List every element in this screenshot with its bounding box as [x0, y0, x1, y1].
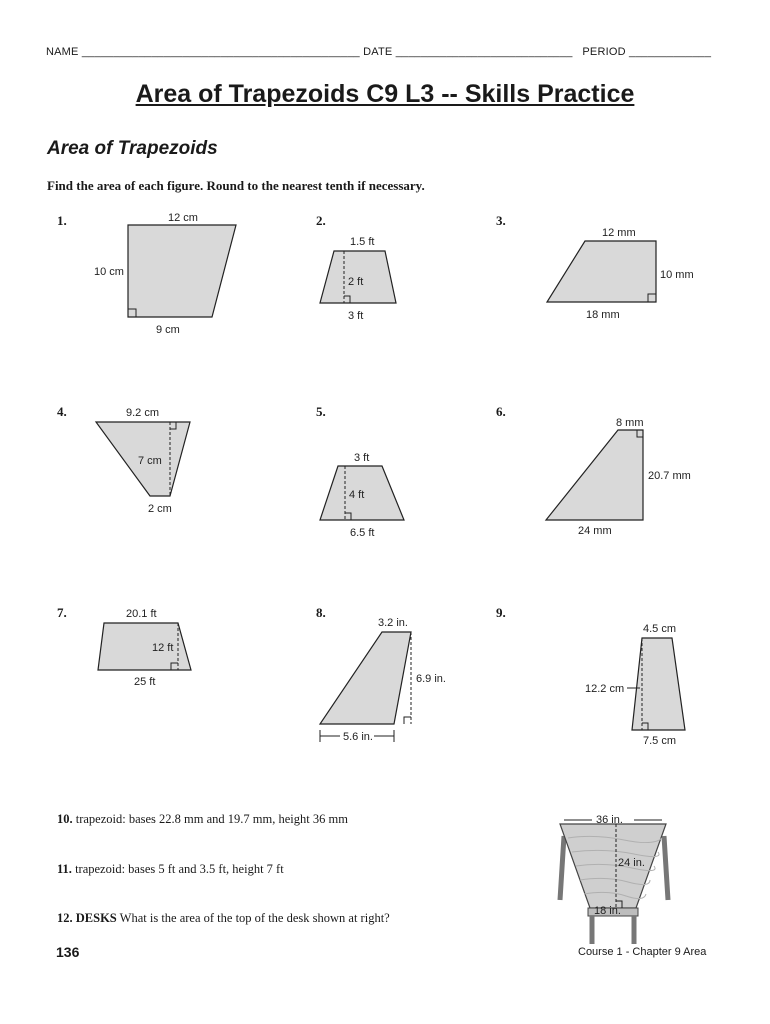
fig2-label-height: 2 ft: [348, 276, 364, 288]
word-problem-11-text: trapezoid: bases 5 ft and 3.5 ft, height 7 ft: [75, 862, 284, 876]
desk-label-height: 24 in.: [618, 857, 645, 869]
fig3-label-side: 10 mm: [660, 269, 694, 281]
word-problem-12-text: What is the area of the top of the desk shown at right?: [119, 911, 390, 925]
section-title: Area of Trapezoids: [47, 138, 218, 159]
fig5-label-top: 3 ft: [354, 452, 370, 464]
student-info-line: [46, 46, 726, 58]
word-problem-10-text: trapezoid: bases 22.8 mm and 19.7 mm, height 36 mm: [75, 812, 348, 826]
desk-illustration: [554, 808, 684, 948]
fig2-label-bottom: 3 ft: [348, 310, 364, 322]
date-label: DATE: [363, 46, 393, 58]
fig8-label-top: 3.2 in.: [378, 617, 408, 629]
fig8-label-height: 6.9 in.: [416, 673, 446, 685]
word-problem-12-number: 12.: [57, 911, 73, 925]
problem-number-6: 6.: [496, 404, 506, 419]
fig8-label-bottom: 5.6 in.: [343, 731, 373, 743]
word-problem-11-number: 11.: [57, 862, 72, 876]
figure-7-trapezoid: [92, 603, 202, 693]
fig1-label-top: 12 cm: [168, 212, 198, 224]
page-number: 136: [56, 944, 80, 960]
problem-number-4: 4.: [57, 404, 67, 419]
desk-label-bottom: 18 in.: [594, 905, 621, 917]
fig5-label-height: 4 ft: [349, 489, 365, 501]
problem-number-1: 1.: [57, 213, 67, 228]
fig2-label-top: 1.5 ft: [350, 236, 375, 248]
fig5-label-bottom: 6.5 ft: [350, 527, 375, 539]
word-problem-10: [57, 812, 348, 827]
problem-number-3: 3.: [496, 213, 506, 228]
fig9-label-height: 12.2 cm: [585, 683, 625, 695]
problem-number-5: 5.: [316, 404, 326, 419]
problem-number-9: 9.: [496, 605, 506, 620]
word-problem-11: [57, 862, 284, 877]
problem-number-7: 7.: [57, 605, 67, 620]
figure-4-trapezoid: [92, 402, 212, 517]
name-blank[interactable]: ____________________________________________: [81, 46, 360, 58]
fig6-label-bottom: 24 mm: [578, 525, 612, 537]
figure-8-trapezoid: [312, 612, 462, 747]
fig4-label-bottom: 2 cm: [148, 503, 172, 515]
fig1-label-bottom: 9 cm: [156, 324, 180, 336]
figure-6-trapezoid: [540, 412, 710, 542]
fig7-label-bottom: 25 ft: [134, 676, 156, 688]
fig9-label-bottom: 7.5 cm: [643, 735, 677, 747]
fig4-label-height: 7 cm: [138, 455, 162, 467]
fig3-label-bottom: 18 mm: [586, 309, 620, 321]
fig1-label-side: 10 cm: [94, 266, 124, 278]
figure-1-trapezoid: [90, 205, 260, 340]
fig4-label-top: 9.2 cm: [126, 407, 160, 419]
instructions: Find the area of each figure. Round to the nearest tenth if necessary.: [47, 178, 425, 193]
word-problem-12-keyword: DESKS: [75, 911, 117, 925]
problem-number-8: 8.: [316, 605, 326, 620]
word-problem-10-number: 10.: [57, 812, 73, 826]
figure-5-trapezoid: [312, 448, 412, 543]
date-blank[interactable]: ____________________________: [395, 46, 573, 58]
page-title: Area of Trapezoids C9 L3 -- Skills Practice: [135, 80, 635, 108]
word-problem-12: [57, 911, 390, 926]
figure-9-trapezoid: [585, 620, 695, 750]
problem-number-2: 2.: [316, 213, 326, 228]
fig7-label-height: 12 ft: [152, 642, 174, 654]
name-label: NAME: [46, 46, 79, 58]
course-footer: Course 1 - Chapter 9 Area: [578, 946, 707, 958]
fig3-label-top: 12 mm: [602, 227, 636, 239]
figure-3-trapezoid: [540, 222, 700, 327]
fig6-label-side: 20.7 mm: [648, 470, 691, 482]
period-blank[interactable]: _____________: [629, 46, 712, 58]
fig9-label-top: 4.5 cm: [643, 623, 677, 635]
fig6-label-top: 8 mm: [616, 417, 644, 429]
period-label: PERIOD: [582, 46, 626, 58]
fig7-label-top: 20.1 ft: [126, 608, 157, 620]
figure-2-trapezoid: [310, 230, 410, 325]
desk-label-top: 36 in.: [596, 814, 623, 826]
